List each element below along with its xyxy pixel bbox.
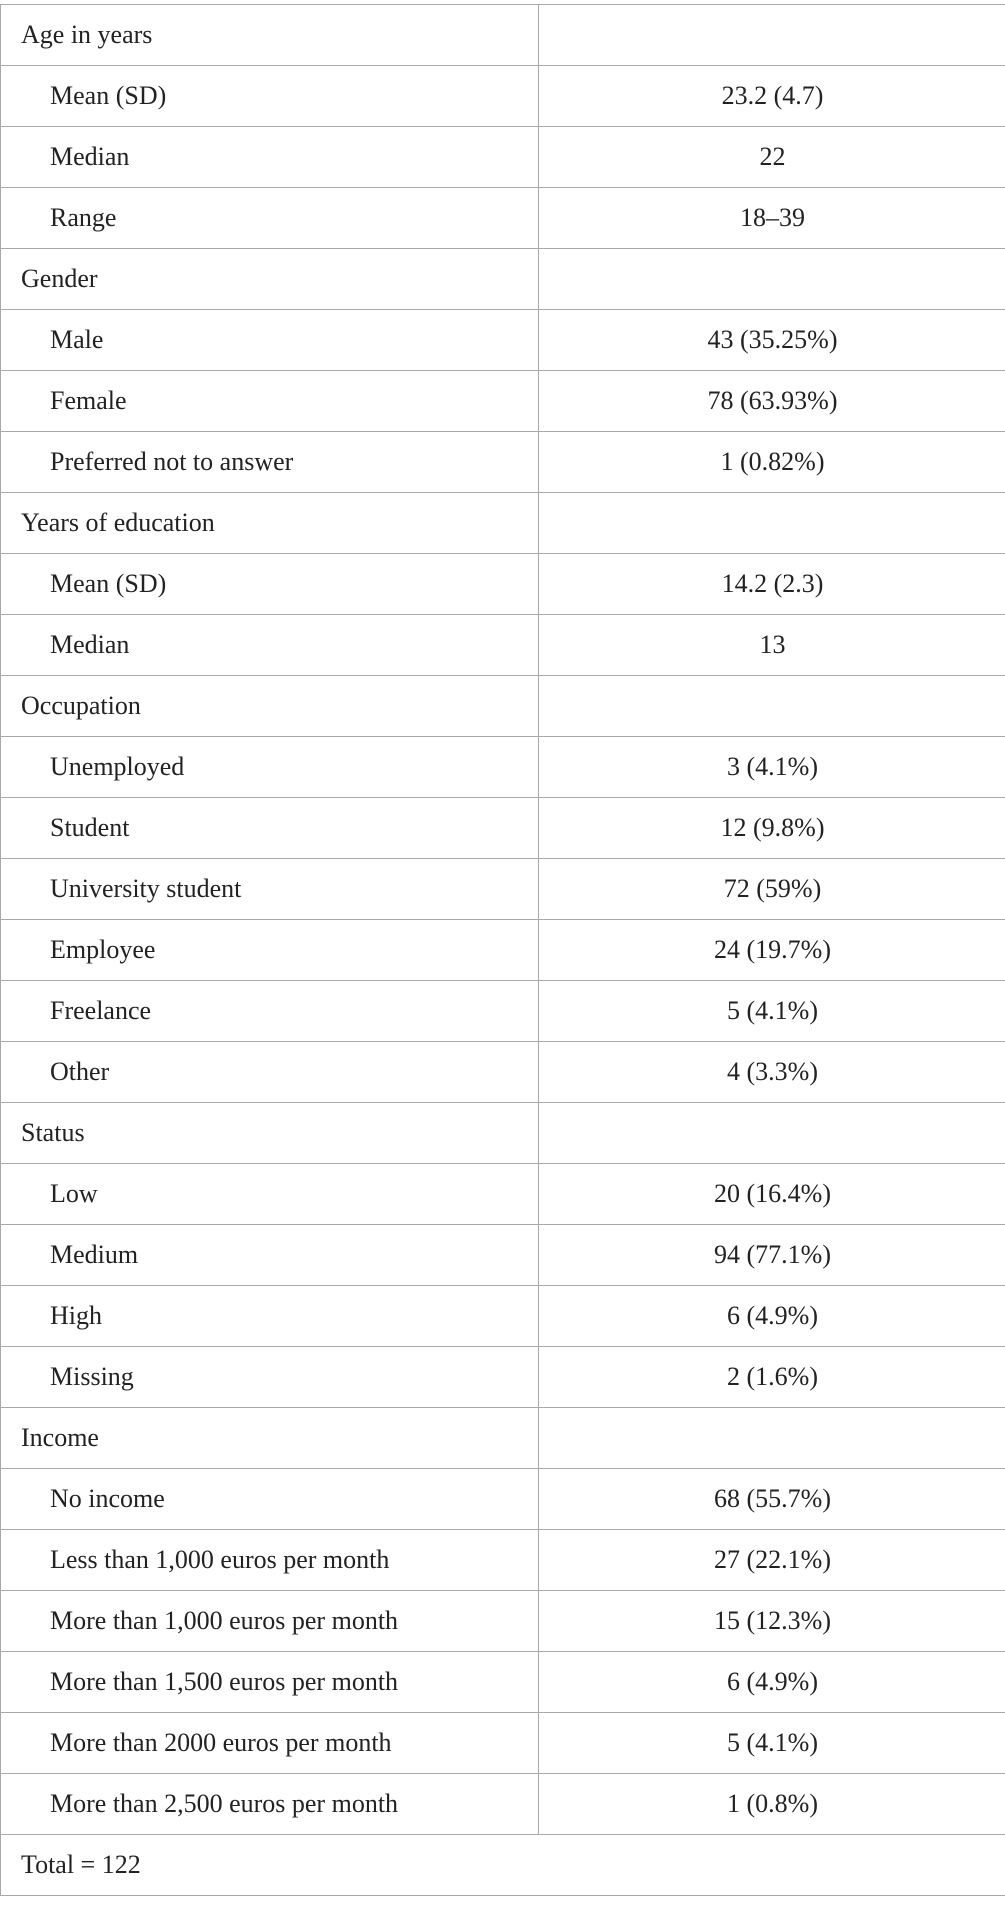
row-label-cell	[1, 66, 539, 127]
table-row	[1, 127, 1005, 188]
row-value: 5 (4.1%)	[539, 981, 1005, 1042]
row-value: 27 (22.1%)	[539, 1530, 1005, 1591]
category-row	[1, 5, 1005, 66]
row-label: Mean (SD)	[50, 81, 167, 110]
table-row	[1, 188, 1005, 249]
row-label: More than 1,000 euros per month	[50, 1606, 399, 1635]
row-label-cell	[1, 1469, 539, 1530]
table-row	[1, 1591, 1005, 1652]
row-value: 3 (4.1%)	[539, 737, 1005, 798]
row-value: 1 (0.8%)	[539, 1774, 1005, 1835]
table-row	[1, 432, 1005, 493]
category-row	[1, 1103, 1005, 1164]
row-label: More than 1,500 euros per month	[50, 1667, 399, 1696]
row-label-cell	[1, 798, 539, 859]
row-value: 13	[539, 615, 1005, 676]
category-value-cell	[539, 249, 1005, 310]
table-row	[1, 615, 1005, 676]
row-label-cell	[1, 859, 539, 920]
total-cell	[1, 1835, 1005, 1896]
table-row	[1, 1652, 1005, 1713]
demographics-table-body	[1, 5, 1005, 1896]
table-row	[1, 737, 1005, 798]
category-row	[1, 676, 1005, 737]
row-label: Mean (SD)	[50, 569, 167, 598]
table-row	[1, 66, 1005, 127]
row-value: 6 (4.9%)	[539, 1652, 1005, 1713]
row-value: 4 (3.3%)	[539, 1042, 1005, 1103]
row-value: 6 (4.9%)	[539, 1286, 1005, 1347]
table-row	[1, 1042, 1005, 1103]
row-label-cell	[1, 1774, 539, 1835]
table-row	[1, 859, 1005, 920]
row-label-cell	[1, 1286, 539, 1347]
row-label: No income	[50, 1484, 165, 1513]
table-row	[1, 1774, 1005, 1835]
row-label-cell	[1, 1347, 539, 1408]
row-label: Median	[50, 630, 130, 659]
category-label-cell	[1, 1408, 539, 1469]
table-row	[1, 920, 1005, 981]
table-row	[1, 1225, 1005, 1286]
category-label: Status	[21, 1118, 85, 1147]
category-row	[1, 493, 1005, 554]
row-value: 12 (9.8%)	[539, 798, 1005, 859]
total-label: Total = 122	[21, 1850, 141, 1879]
row-label: Median	[50, 142, 130, 171]
row-label: Preferred not to answer	[50, 447, 294, 476]
row-label-cell	[1, 554, 539, 615]
row-label: High	[50, 1301, 102, 1330]
row-label-cell	[1, 1530, 539, 1591]
row-value: 14.2 (2.3)	[539, 554, 1005, 615]
row-label: Less than 1,000 euros per month	[50, 1545, 390, 1574]
row-label-cell	[1, 1164, 539, 1225]
category-value-cell	[539, 676, 1005, 737]
category-label-cell	[1, 493, 539, 554]
row-label-cell	[1, 432, 539, 493]
category-label: Years of education	[21, 508, 215, 537]
table-row	[1, 1286, 1005, 1347]
row-label-cell	[1, 188, 539, 249]
row-value: 22	[539, 127, 1005, 188]
row-label: Student	[50, 813, 130, 842]
table-row	[1, 798, 1005, 859]
row-value: 5 (4.1%)	[539, 1713, 1005, 1774]
table-row	[1, 1713, 1005, 1774]
row-label: Range	[50, 203, 117, 232]
row-label: Low	[50, 1179, 98, 1208]
category-value-cell	[539, 493, 1005, 554]
category-row	[1, 1408, 1005, 1469]
row-label: Other	[50, 1057, 110, 1086]
category-value-cell	[539, 1103, 1005, 1164]
table-row	[1, 1530, 1005, 1591]
category-label-cell	[1, 5, 539, 66]
row-label-cell	[1, 615, 539, 676]
row-value: 24 (19.7%)	[539, 920, 1005, 981]
category-label-cell	[1, 676, 539, 737]
row-value: 15 (12.3%)	[539, 1591, 1005, 1652]
category-row	[1, 249, 1005, 310]
table-row	[1, 1469, 1005, 1530]
row-label-cell	[1, 310, 539, 371]
row-label-cell	[1, 737, 539, 798]
row-label-cell	[1, 371, 539, 432]
table-row	[1, 371, 1005, 432]
row-value: 68 (55.7%)	[539, 1469, 1005, 1530]
row-value: 18–39	[539, 188, 1005, 249]
row-value: 2 (1.6%)	[539, 1347, 1005, 1408]
total-row	[1, 1835, 1005, 1896]
row-label: Employee	[50, 935, 156, 964]
table-row	[1, 981, 1005, 1042]
row-value: 20 (16.4%)	[539, 1164, 1005, 1225]
category-label: Income	[21, 1423, 99, 1452]
row-label-cell	[1, 1225, 539, 1286]
row-label: Unemployed	[50, 752, 185, 781]
row-label-cell	[1, 981, 539, 1042]
category-value-cell	[539, 1408, 1005, 1469]
row-label-cell	[1, 1713, 539, 1774]
category-label: Gender	[21, 264, 98, 293]
category-label: Occupation	[21, 691, 141, 720]
row-label: Female	[50, 386, 127, 415]
row-label: More than 2,500 euros per month	[50, 1789, 399, 1818]
row-label: Medium	[50, 1240, 139, 1269]
row-label: Missing	[50, 1362, 134, 1391]
row-label: University student	[50, 874, 242, 903]
row-label-cell	[1, 920, 539, 981]
table-row	[1, 1347, 1005, 1408]
category-value-cell	[539, 5, 1005, 66]
row-value: 23.2 (4.7)	[539, 66, 1005, 127]
category-label-cell	[1, 249, 539, 310]
row-label-cell	[1, 1652, 539, 1713]
row-label-cell	[1, 127, 539, 188]
table-row	[1, 1164, 1005, 1225]
row-value: 94 (77.1%)	[539, 1225, 1005, 1286]
row-value: 43 (35.25%)	[539, 310, 1005, 371]
table-row	[1, 554, 1005, 615]
row-label: More than 2000 euros per month	[50, 1728, 392, 1757]
row-value: 1 (0.82%)	[539, 432, 1005, 493]
row-label-cell	[1, 1042, 539, 1103]
row-label-cell	[1, 1591, 539, 1652]
category-label-cell	[1, 1103, 539, 1164]
row-label: Freelance	[50, 996, 152, 1025]
table-row	[1, 310, 1005, 371]
category-label: Age in years	[21, 20, 153, 49]
demographics-table	[0, 4, 1005, 1896]
demographics-table-container	[0, 4, 1004, 1896]
row-value: 78 (63.93%)	[539, 371, 1005, 432]
row-value: 72 (59%)	[539, 859, 1005, 920]
row-label: Male	[50, 325, 104, 354]
